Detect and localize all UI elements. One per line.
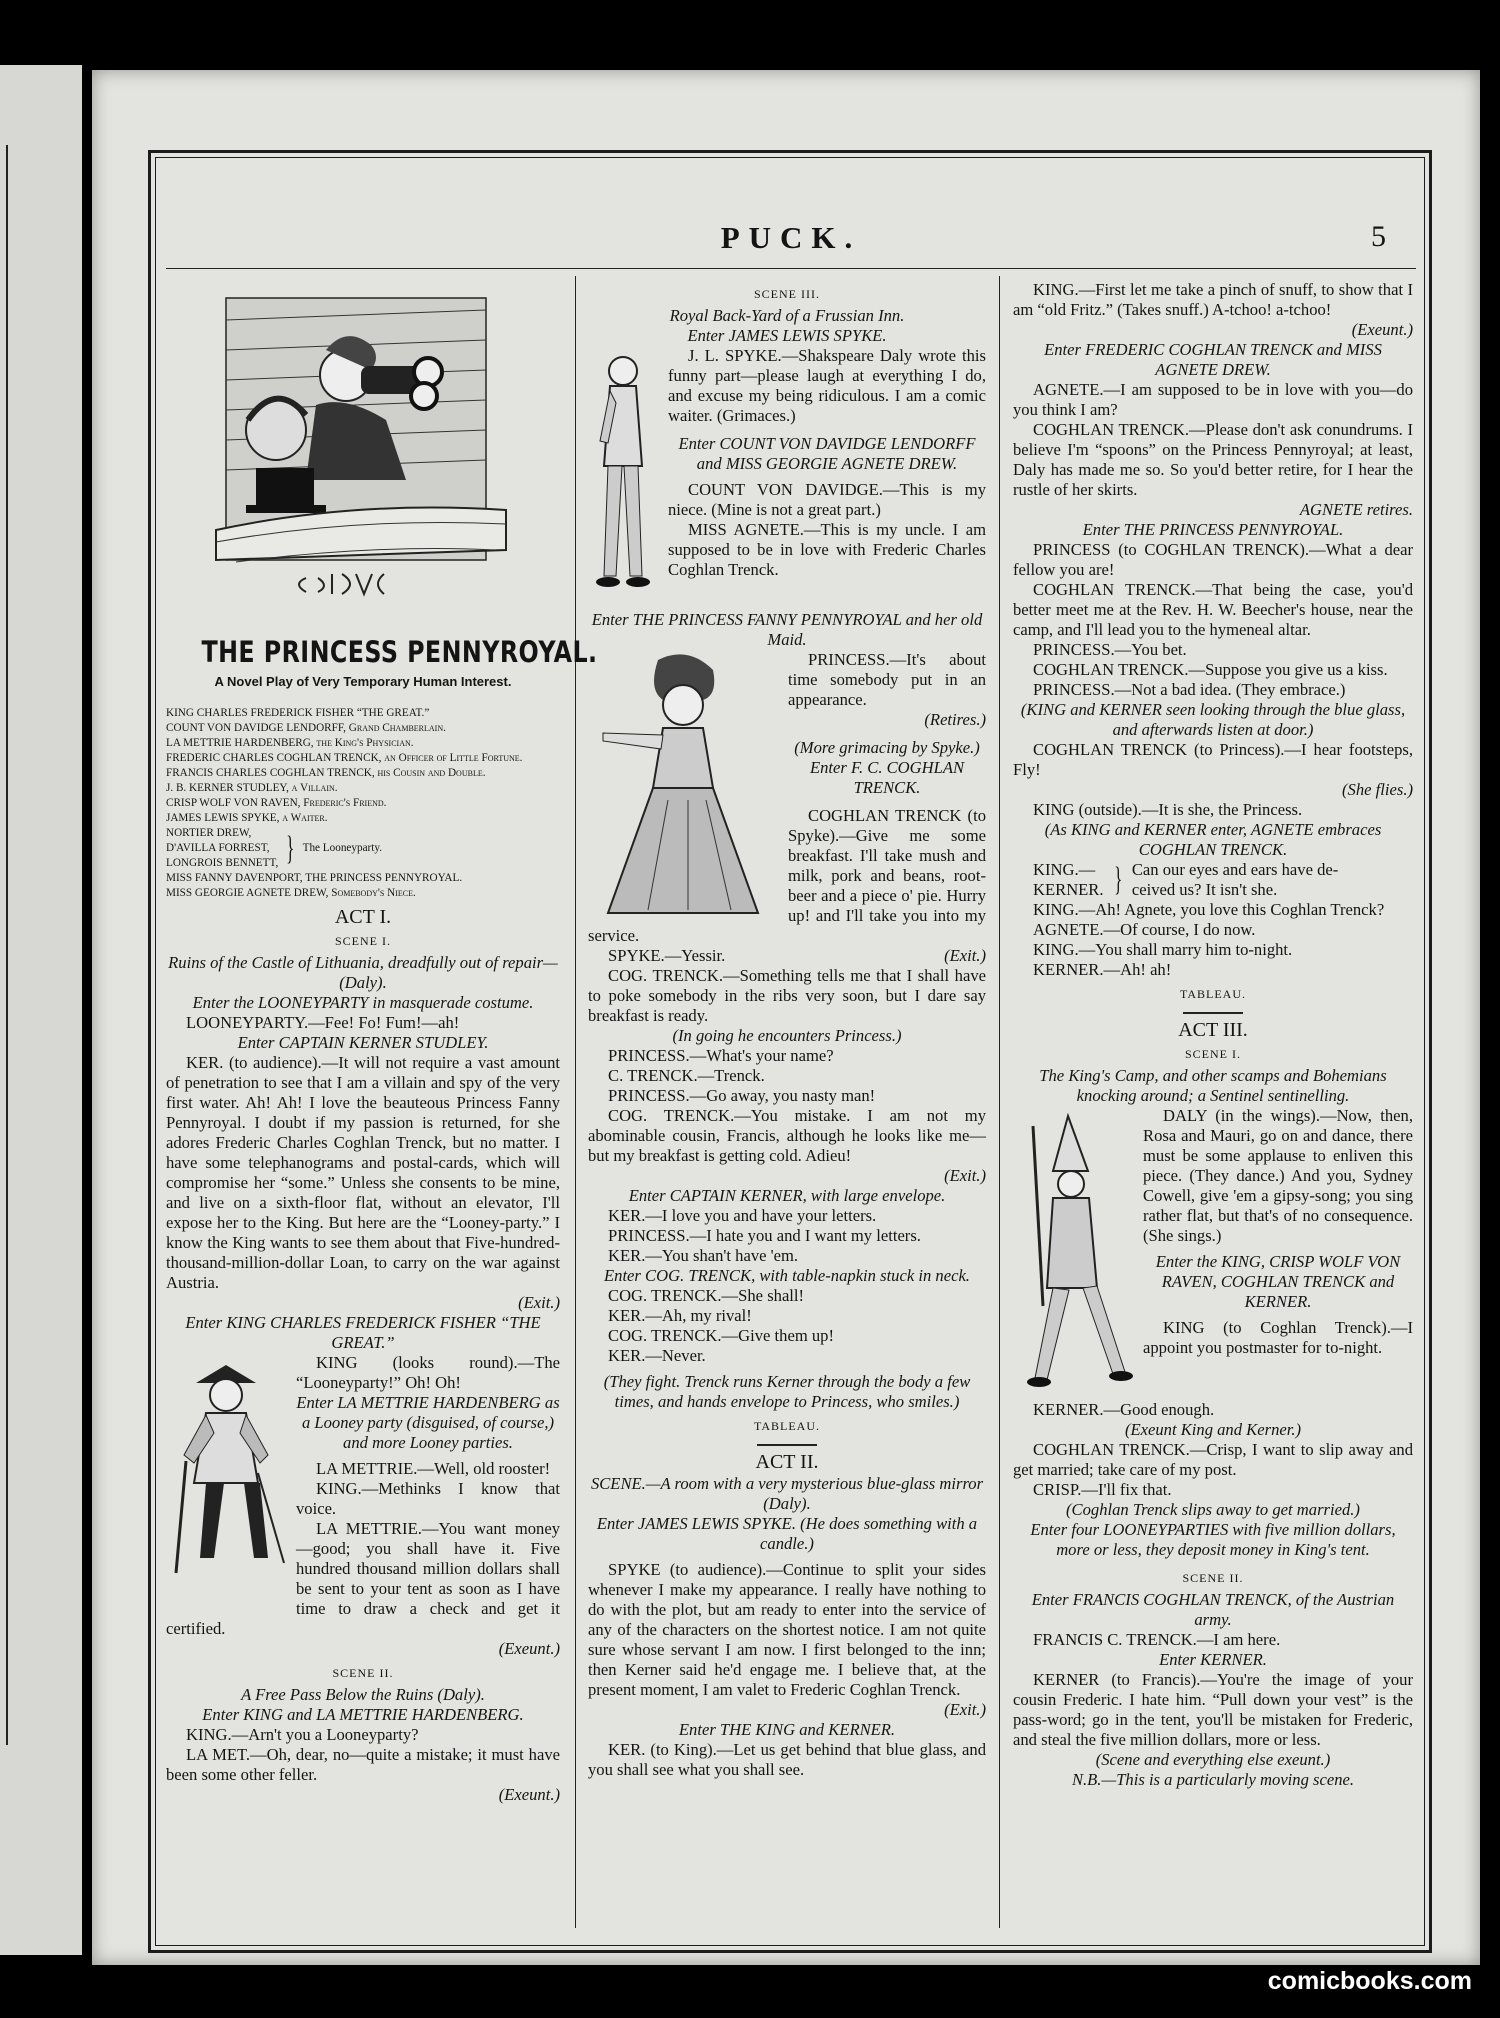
column-3	[1013, 280, 1413, 1790]
stage-direction: Enter KERNER.	[1159, 1650, 1267, 1669]
dialogue-line: PRINCESS.—Go away, you nasty man!	[608, 1086, 876, 1105]
stage-direction: Enter JAMES LEWIS SPYKE.	[687, 326, 887, 345]
masthead-rule	[166, 268, 1416, 269]
dialogue-row	[588, 946, 986, 966]
dialogue-line: COG. TRENCK.—Give them up!	[608, 1326, 835, 1345]
dialogue-line: KER.—Ah, my rival!	[608, 1306, 752, 1325]
scene-heading: SCENE I.	[335, 934, 391, 948]
stage-direction: (Retires.)	[924, 710, 986, 729]
scene-heading: SCENE III.	[754, 287, 820, 301]
stage-direction: Enter FRANCIS COGHLAN TRENCK, of the Austrian army.	[1031, 1590, 1395, 1629]
dialogue-line: CRISP.—I'll fix that.	[1033, 1480, 1172, 1499]
stage-setting: Ruins of the Castle of Lithuania, dreadfully out of repair—(Daly).	[168, 953, 558, 992]
stage-direction: (Exit.)	[944, 946, 986, 965]
dialogue-line: COGHLAN TRENCK.—Crisp, I want to slip away and get married; take care of my post.	[1013, 1440, 1413, 1479]
dialogue-line: PRINCESS.—What's your name?	[608, 1046, 834, 1065]
dialogue-line: KING.—First let me take a pinch of snuff, to show that I am “old Fritz.” (Takes snuff.) A-tchoo! a-tchoo!	[1013, 280, 1413, 319]
stage-direction: (As KING and KERNER enter, AGNETE embraces COGHLAN TRENCK.	[1044, 820, 1382, 859]
dialogue-line: PRINCESS.—It's about time somebody put in an appearance.	[788, 650, 986, 709]
dialogue-line: PRINCESS.—You bet.	[1033, 640, 1187, 659]
magazine-title: PUCK.	[720, 220, 862, 255]
dialogue-line: AGNETE.—Of course, I do now.	[1033, 920, 1256, 939]
dialogue-line: COG. TRENCK.—Something tells me that I shall have to poke somebody in the ribs very soon, but I dare say breakfast is ready.	[588, 966, 986, 1025]
dialogue-line: C. TRENCK.—Trenck.	[608, 1066, 765, 1085]
cast-entry: FRANCIS CHARLES COGHLAN TRENCK, his Cousin and Double.	[166, 767, 486, 779]
cast-entry: KING CHARLES FREDERICK FISHER “THE GREAT.”	[166, 707, 430, 719]
sentinel-illustration	[1013, 1106, 1133, 1396]
source-watermark: comicbooks.com	[1267, 1967, 1472, 1995]
dialogue-line: PRINCESS (to COGHLAN TRENCK).—What a dear fellow you are!	[1013, 540, 1413, 579]
stage-direction: (Exit.)	[518, 1293, 560, 1312]
column-divider-1	[575, 276, 576, 1928]
stage-direction: (Exeunt.)	[498, 1639, 560, 1658]
dialogue-line: KER.—Never.	[608, 1346, 706, 1365]
speaker-name: KERNER.	[1033, 880, 1104, 899]
stage-direction: Enter COG. TRENCK, with table-napkin stuck in neck.	[604, 1266, 970, 1285]
stage-direction: (Exeunt.)	[498, 1785, 560, 1804]
dialogue-line: KER. (to audience).—It will not require a vast amount of penetration to see that I am a villain and spy of the very first water. Ah! Ah! I love the beauteous Princess Fanny Pennyroyal. I doubt if my passion is returned, for she adores Frederic Charles Coghlan Trenck, but no matter. I have some telephanograms and postal-cards, which will compromise her “some.” Unless she consents to be mine, and live on a sixth-floor flat, without an elevator, I'll expose her to the King. But here are the “Looney-party.” I know the King wants to see them about that Five-hundred-thousand-million-dollar Loan, to carry on the war against Austria.	[166, 1053, 560, 1292]
column-2	[588, 280, 986, 1780]
dialogue-line: LA MET.—Oh, dear, no—quite a mistake; it must have been some other feller.	[166, 1745, 560, 1784]
dialogue-line: KING (looks round).—The “Looneyparty!” Oh! Oh!	[296, 1353, 560, 1392]
dialogue-line: SPYKE (to audience).—Continue to split your sides whenever I make my appearance. I really have nothing to do with the plot, but am ready to enter into the service of any of the characters on the shortest notice. I am not quite sure whose servant I am now. I first belonged to the inn; then Kerner said he'd engage me. I believe that, at the present moment, I am valet to Frederic Coghlan Trenck.	[588, 1560, 986, 1699]
cast-entry: NORTIER DREW,	[166, 827, 252, 839]
facing-page-edge	[0, 65, 82, 1955]
header-illustration	[166, 280, 560, 630]
theatre-box-engraving	[196, 280, 526, 625]
act-heading: ACT I.	[334, 906, 392, 928]
cast-entry: JAMES LEWIS SPYKE, a Waiter.	[166, 812, 328, 824]
stage-direction: Enter the KING, CRISP WOLF VON RAVEN, COGHLAN TRENCK and KERNER.	[1155, 1252, 1401, 1311]
dialogue-line: AGNETE.—I am supposed to be in love with you—do you think I am?	[1013, 380, 1413, 419]
dialogue-line: KING.—Ah! Agnete, you love this Coghlan Trenck?	[1033, 900, 1385, 919]
column-1	[166, 280, 598, 1805]
cast-entry: MISS FANNY DAVENPORT, THE PRINCESS PENNYROYAL.	[166, 872, 463, 884]
act-heading: ACT II.	[755, 1451, 819, 1473]
cast-entry: LONGROIS BENNETT,	[166, 857, 279, 869]
brace-glyph: }	[1113, 861, 1122, 898]
stage-direction: Enter COUNT VON DAVIDGE LENDORFF and MISS GEORGIE AGNETE DREW.	[678, 434, 976, 473]
tableau-heading: TABLEAU.	[753, 1419, 821, 1433]
stage-direction: (Exeunt.)	[1351, 320, 1413, 339]
stage-setting: The King's Camp, and other scamps and Bohemians knocking around; a Sentinel sentinelling.	[1039, 1066, 1387, 1105]
dialogue-line: COGHLAN TRENCK.—Please don't ask conundrums. I believe I'm “spoons” on the Princess Pennyroyal; at least, Daly has made me so. So you'd better retire, for I hear the rustle of her skirts.	[1013, 420, 1413, 499]
dialogue-line: LA METTRIE.—You want money—good; you shall have it. Five hundred thousand million dollars shall be sent to your tent as soon as I have time to draw a check and get it certified.	[166, 1519, 560, 1638]
speaker-name: KING.—	[1033, 860, 1096, 879]
stage-direction: Enter F. C. COGHLAN TRENCK.	[809, 758, 965, 797]
play-title: THE PRINCESS PENNYROYAL.	[201, 635, 598, 669]
cast-entry: FREDERIC CHARLES COGHLAN TRENCK, an Officer of Little Fortune.	[166, 752, 523, 764]
dialogue-line: COG. TRENCK.—She shall!	[608, 1286, 805, 1305]
stage-direction: (More grimacing by Spyke.)	[794, 738, 980, 757]
footnote: N.B.—This is a particularly moving scene.	[1071, 1770, 1355, 1789]
stage-direction: Enter CAPTAIN KERNER, with large envelope.	[628, 1186, 946, 1205]
stage-direction: Enter THE PRINCESS FANNY PENNYROYAL and her old Maid.	[591, 610, 983, 649]
dialogue-line: KER. (to King).—Let us get behind that blue glass, and you shall see what you shall see.	[588, 1740, 986, 1779]
stage-direction: (They fight. Trenck runs Kerner through the body a few times, and hands envelope to Princess, who smiles.)	[603, 1372, 971, 1411]
stage-direction: Enter FREDERIC COGHLAN TRENCK and MISS AGNETE DREW.	[1044, 340, 1382, 379]
dialogue-line: KING.—You shall marry him to-night.	[1033, 940, 1293, 959]
stage-setting: SCENE.—A room with a very mysterious blue-glass mirror (Daly).	[590, 1474, 984, 1513]
scene-heading: SCENE II.	[1182, 1571, 1244, 1585]
stage-direction: Enter LA METTRIE HARDENBERG as a Looney party (disguised, of course,) and more Looney parties.	[296, 1393, 560, 1452]
cast-entry: CRISP WOLF VON RAVEN, Frederic's Friend.	[166, 797, 387, 809]
stage-direction: (Exit.)	[944, 1700, 986, 1719]
act-heading: ACT III.	[1178, 1019, 1248, 1041]
stage-direction: (In going he encounters Princess.)	[672, 1026, 902, 1045]
stage-direction: Enter four LOONEYPARTIES with five million dollars, more or less, they deposit money in King's tent.	[1030, 1520, 1396, 1559]
stage-setting: A Free Pass Below the Ruins (Daly).	[241, 1685, 485, 1704]
dialogue-line: J. L. SPYKE.—Shakspeare Daly wrote this funny part—please laugh at everything I do, and excuse my being ridiculous. I am a comic waiter. (Grimaces.)	[668, 346, 986, 425]
stage-direction: AGNETE retires.	[1299, 500, 1413, 519]
dialogue-line: COG. TRENCK.—You mistake. I am not my abominable cousin, Francis, although he looks like me—but my breakfast is getting cold. Adieu!	[588, 1106, 986, 1165]
stage-direction: Enter CAPTAIN KERNER STUDLEY.	[237, 1033, 489, 1052]
stage-direction: (KING and KERNER seen looking through the blue glass, and afterwards listen at door.)	[1020, 700, 1406, 739]
brace-note: The Looneyparty.	[302, 842, 383, 854]
joint-speech	[1013, 860, 1413, 900]
brace-glyph: }	[286, 829, 295, 867]
play-subtitle: A Novel Play of Very Temporary Human Interest.	[214, 674, 512, 689]
dialogue-line: COGHLAN TRENCK (to Princess).—I hear footsteps, Fly!	[1013, 740, 1413, 779]
cast-entry: J. B. KERNER STUDLEY, a Villain.	[166, 782, 338, 794]
dialogue-line: KING (to Coghlan Trenck).—I appoint you postmaster for to-night.	[1143, 1318, 1413, 1357]
dialogue-line: MISS AGNETE.—This is my uncle. I am supposed to be in love with Frederic Charles Coghlan Trenck.	[668, 520, 986, 579]
stage-direction: (Exit.)	[944, 1166, 986, 1185]
dialogue-line: FRANCIS C. TRENCK.—I am here.	[1033, 1630, 1281, 1649]
dialogue-line: KING.—Methinks I know that voice.	[296, 1479, 560, 1518]
stage-direction: Enter THE PRINCESS PENNYROYAL.	[1082, 520, 1344, 539]
tableau-heading: TABLEAU.	[1179, 987, 1247, 1001]
cast-entry: COUNT VON DAVIDGE LENDORFF, Grand Chamberlain.	[166, 722, 446, 734]
page-number: 5	[1371, 220, 1386, 253]
dialogue-line: ceived us? It isn't she.	[1131, 880, 1278, 899]
spyke-illustration	[588, 346, 658, 606]
dialogue-line: KING (outside).—It is she, the Princess.	[1033, 800, 1303, 819]
stage-direction: (She flies.)	[1342, 780, 1413, 799]
dialogue-line: COGHLAN TRENCK.—Suppose you give us a kiss.	[1033, 660, 1388, 679]
column-divider-2	[999, 276, 1000, 1928]
looneyparty-group	[166, 826, 560, 871]
dialogue-line: COGHLAN TRENCK (to Spyke).—Give me some breakfast. I'll take mush and milk, pork and beans, root-beer and a piece o' pie. Hurry up! and I'll take you into my service.	[588, 806, 986, 945]
page-content	[155, 157, 1425, 1946]
section-rule	[757, 1444, 817, 1446]
dialogue-line: KER.—You shan't have 'em.	[608, 1246, 799, 1265]
stage-direction: (Scene and everything else exeunt.)	[1095, 1750, 1331, 1769]
stage-direction: Enter KING and LA METTRIE HARDENBERG.	[202, 1705, 524, 1724]
king-illustration	[166, 1353, 286, 1598]
dialogue-line: Can our eyes and ears have de-	[1131, 860, 1339, 879]
stage-direction: Enter the LOONEYPARTY in masquerade costume.	[192, 993, 534, 1012]
stage-direction: Enter JAMES LEWIS SPYKE. (He does something with a candle.)	[596, 1514, 978, 1553]
cast-list	[166, 706, 560, 901]
dialogue-line: COGHLAN TRENCK.—That being the case, you'd better meet me at the Rev. H. W. Beecher's house, near the camp, and I'll lead you to the hymeneal altar.	[1013, 580, 1413, 639]
dialogue-line: KER.—I love you and have your letters.	[608, 1206, 877, 1225]
dialogue-line: DALY (in the wings).—Now, then, Rosa and Mauri, go on and dance, there must be some applause to enliven this piece. (They dance.) And you, Sydney Cowell, give 'em a gipsy-song; you sing rather flat, but that's of no consequence. (She sings.)	[1143, 1106, 1413, 1245]
masthead	[156, 158, 1426, 270]
dialogue-line: KERNER.—Good enough.	[1033, 1400, 1215, 1419]
stage-setting: Royal Back-Yard of a Frussian Inn.	[669, 306, 905, 325]
stage-direction: Enter THE KING and KERNER.	[678, 1720, 896, 1739]
dialogue-line: LA METTRIE.—Well, old rooster!	[316, 1459, 551, 1478]
princess-illustration	[588, 650, 778, 920]
dialogue-line: KING.—Arn't you a Looneyparty?	[186, 1725, 419, 1744]
dialogue-line: PRINCESS.—Not a bad idea. (They embrace.)	[1033, 680, 1346, 699]
stage-direction: (Exeunt King and Kerner.)	[1124, 1420, 1302, 1439]
dialogue-line: KERNER (to Francis).—You're the image of your cousin Frederic. I hate him. “Pull down your vest” is the pass-word; go in the tent, you'll be mistaken for Frederic, and steal the five million dollars, more or less.	[1013, 1670, 1413, 1749]
scene-heading: SCENE II.	[332, 1666, 394, 1680]
scene-heading: SCENE I.	[1185, 1047, 1241, 1061]
cast-entry: MISS GEORGIE AGNETE DREW, Somebody's Niece.	[166, 887, 416, 899]
dialogue-line: LOONEYPARTY.—Fee! Fo! Fum!—ah!	[186, 1013, 460, 1032]
section-rule	[1183, 1012, 1243, 1014]
dialogue-line: KERNER.—Ah! ah!	[1033, 960, 1172, 979]
dialogue-line: SPYKE.—Yessir.	[608, 946, 726, 965]
dialogue-line: COUNT VON DAVIDGE.—This is my niece. (Mine is not a great part.)	[668, 480, 986, 519]
dialogue-line: PRINCESS.—I hate you and I want my letters.	[608, 1226, 921, 1245]
stage-direction: (Coghlan Trenck slips away to get married.)	[1066, 1500, 1360, 1519]
stage-direction: Enter KING CHARLES FREDERICK FISHER “THE GREAT.”	[185, 1313, 541, 1352]
cast-entry: D'AVILLA FORREST,	[166, 842, 270, 854]
cast-entry: LA METTRIE HARDENBERG, the King's Physician.	[166, 737, 414, 749]
